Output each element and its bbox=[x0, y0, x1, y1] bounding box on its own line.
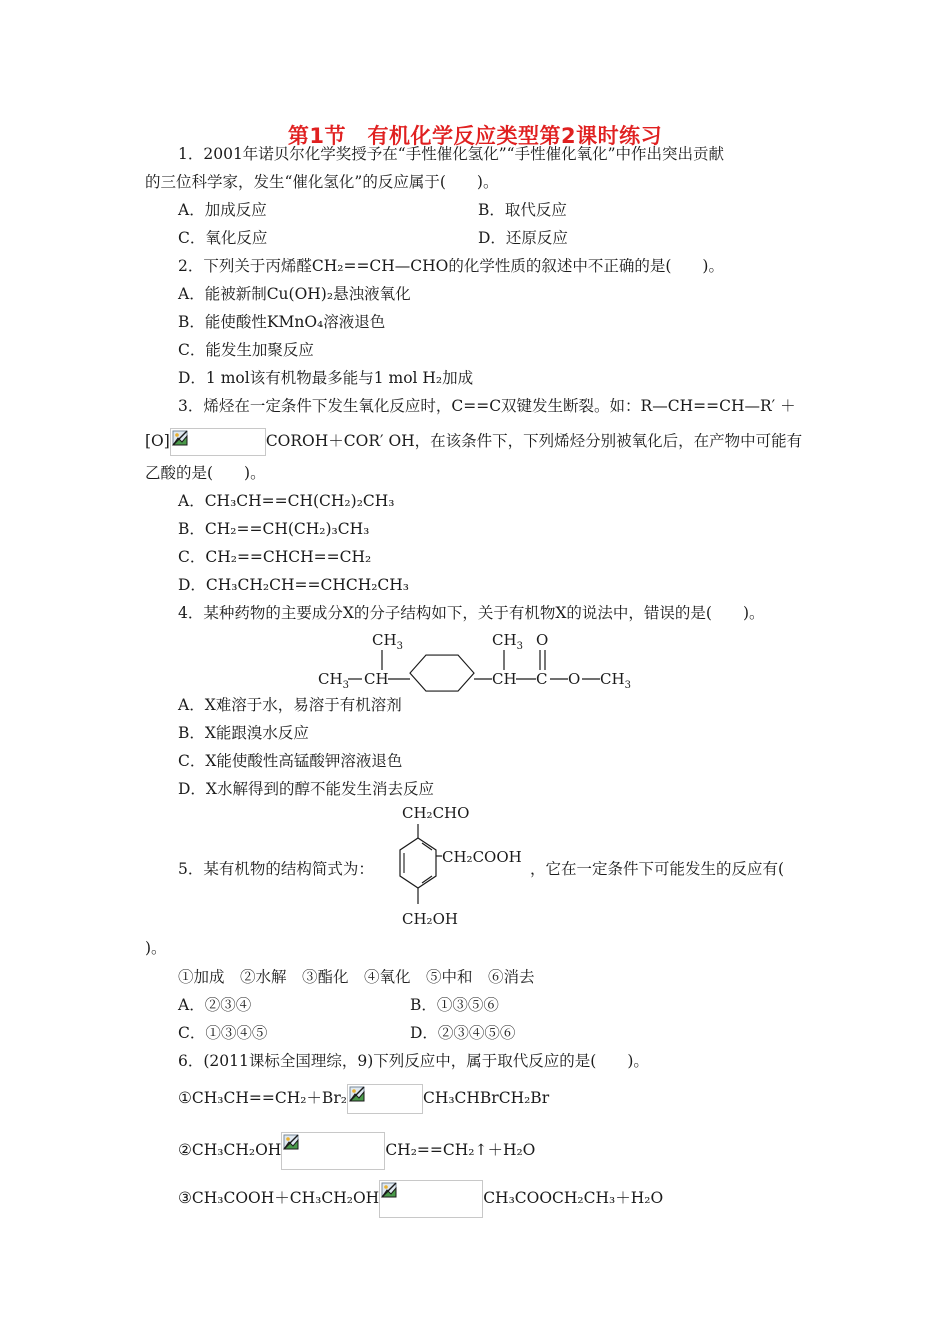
q4-option-a: A．X难溶于水，易溶于有机溶剂 bbox=[178, 696, 402, 714]
q5-option-d: D．②③④⑤⑥ bbox=[410, 1024, 516, 1042]
q5-stem-part2: ，它在一定条件下可能发生的反应有( bbox=[530, 860, 785, 878]
q6-reaction-1 bbox=[178, 1084, 549, 1114]
q1-option-b: B．取代反应 bbox=[478, 201, 567, 219]
q3-option-a: A．CH₃CH==CH(CH₂)₂CH₃ bbox=[178, 492, 395, 510]
broken-image-icon bbox=[349, 1086, 365, 1102]
q3-reagent: [O] bbox=[145, 432, 170, 450]
page-title: 第1节 有机化学反应类型第2课时练习 bbox=[287, 124, 663, 148]
q5-stem-part1: 5．某有机物的结构简式为： bbox=[178, 860, 374, 878]
reaction-3-products: CH₃COOCH₂CH₃＋H₂O bbox=[483, 1189, 664, 1207]
mol4-ch3-right: $CH_3$ bbox=[600, 670, 631, 691]
q3-stem-line2 bbox=[145, 428, 802, 456]
broken-image-icon bbox=[283, 1134, 299, 1150]
mol5-top-group: CH₂CHO bbox=[402, 804, 470, 822]
reaction-1-reactants: ①CH₃CH==CH₂＋Br₂ bbox=[178, 1089, 347, 1107]
q1-option-a: A．加成反应 bbox=[178, 201, 267, 219]
molecule-q5-structure bbox=[380, 800, 540, 936]
broken-image-placeholder bbox=[170, 428, 266, 456]
mol4-ch3-top-left: $CH_3$ bbox=[372, 631, 403, 652]
q2-option-a: A．能被新制Cu(OH)₂悬浊液氧化 bbox=[178, 285, 411, 303]
mol4-ester-o: O bbox=[568, 670, 581, 688]
broken-image-placeholder bbox=[281, 1132, 385, 1170]
mol4-ch3-top-right: $CH_3$ bbox=[492, 631, 523, 652]
broken-image-placeholder bbox=[347, 1084, 423, 1114]
q2-option-d: D．1 mol该有机物最多能与1 mol H₂加成 bbox=[178, 369, 474, 387]
q1-option-c: C．氧化反应 bbox=[178, 229, 268, 247]
mol4-ch-right: CH bbox=[492, 670, 517, 688]
q2-stem: 2．下列关于丙烯醛CH₂==CH—CHO的化学性质的叙述中不正确的是( )。 bbox=[178, 257, 724, 275]
q3-option-c: C．CH₂==CHCH==CH₂ bbox=[178, 548, 372, 566]
reaction-3-reactants: ③CH₃COOH＋CH₃CH₂OH bbox=[178, 1189, 380, 1207]
q6-reaction-3 bbox=[178, 1180, 663, 1218]
q2-option-b: B．能使酸性KMnO₄溶液退色 bbox=[178, 313, 386, 331]
q4-option-d: D．X水解得到的醇不能发生消去反应 bbox=[178, 780, 434, 798]
q1-stem-line1: 1．2001年诺贝尔化学奖授予在“手性催化氢化”“手性催化氧化”中作出突出贡献 bbox=[178, 145, 725, 163]
q5-reaction-list: ①加成 ②水解 ③酯化 ④氧化 ⑤中和 ⑥消去 bbox=[178, 968, 535, 986]
broken-image-icon bbox=[381, 1182, 397, 1198]
reaction-2-products: CH₂==CH₂↑＋H₂O bbox=[385, 1141, 536, 1159]
q2-option-c: C．能发生加聚反应 bbox=[178, 341, 314, 359]
broken-image-icon bbox=[172, 430, 188, 446]
q3-products: COROH＋COR′ OH，在该条件下，下列烯烃分别被氧化后，在产物中可能有 bbox=[265, 432, 803, 450]
q3-stem-line1: 3．烯烃在一定条件下发生氧化反应时，C==C双键发生断裂。如：R—CH==CH—R′ ＋ bbox=[178, 397, 796, 415]
q5-option-a: A．②③④ bbox=[178, 996, 252, 1014]
mol5-bottom-group: CH₂OH bbox=[402, 910, 458, 928]
mol4-ch-left: CH bbox=[364, 670, 389, 688]
q4-stem: 4．某种药物的主要成分X的分子结构如下，关于有机物X的说法中，错误的是( )。 bbox=[178, 604, 765, 622]
q3-option-b: B．CH₂==CH(CH₂)₃CH₃ bbox=[178, 520, 370, 538]
q5-option-c: C．①③④⑤ bbox=[178, 1024, 268, 1042]
molecule-x-structure bbox=[310, 626, 640, 698]
q6-stem: 6．(2011课标全国理综，9)下列反应中，属于取代反应的是( )。 bbox=[178, 1052, 649, 1070]
mol5-right-group: CH₂COOH bbox=[442, 848, 522, 866]
mol4-carbon: C bbox=[536, 670, 548, 688]
q1-option-d: D．还原反应 bbox=[478, 229, 568, 247]
q4-option-b: B．X能跟溴水反应 bbox=[178, 724, 309, 742]
reaction-2-reactants: ②CH₃CH₂OH bbox=[178, 1141, 282, 1159]
q1-stem-line2: 的三位科学家，发生“催化氢化”的反应属于( )。 bbox=[145, 173, 499, 191]
q4-option-c: C．X能使酸性高锰酸钾溶液退色 bbox=[178, 752, 403, 770]
q5-option-b: B．①③⑤⑥ bbox=[410, 996, 499, 1014]
q3-option-d: D．CH₃CH₂CH==CHCH₂CH₃ bbox=[178, 576, 410, 594]
broken-image-placeholder bbox=[379, 1180, 483, 1218]
q3-stem-line3: 乙酸的是( )。 bbox=[145, 464, 266, 482]
q6-reaction-2 bbox=[178, 1132, 535, 1170]
mol4-ch3-left: $CH_3$ bbox=[318, 670, 349, 691]
mol4-carbonyl-o: O bbox=[536, 631, 549, 649]
q5-stem-end: )。 bbox=[145, 939, 167, 957]
reaction-1-products: CH₃CHBrCH₂Br bbox=[422, 1089, 550, 1107]
